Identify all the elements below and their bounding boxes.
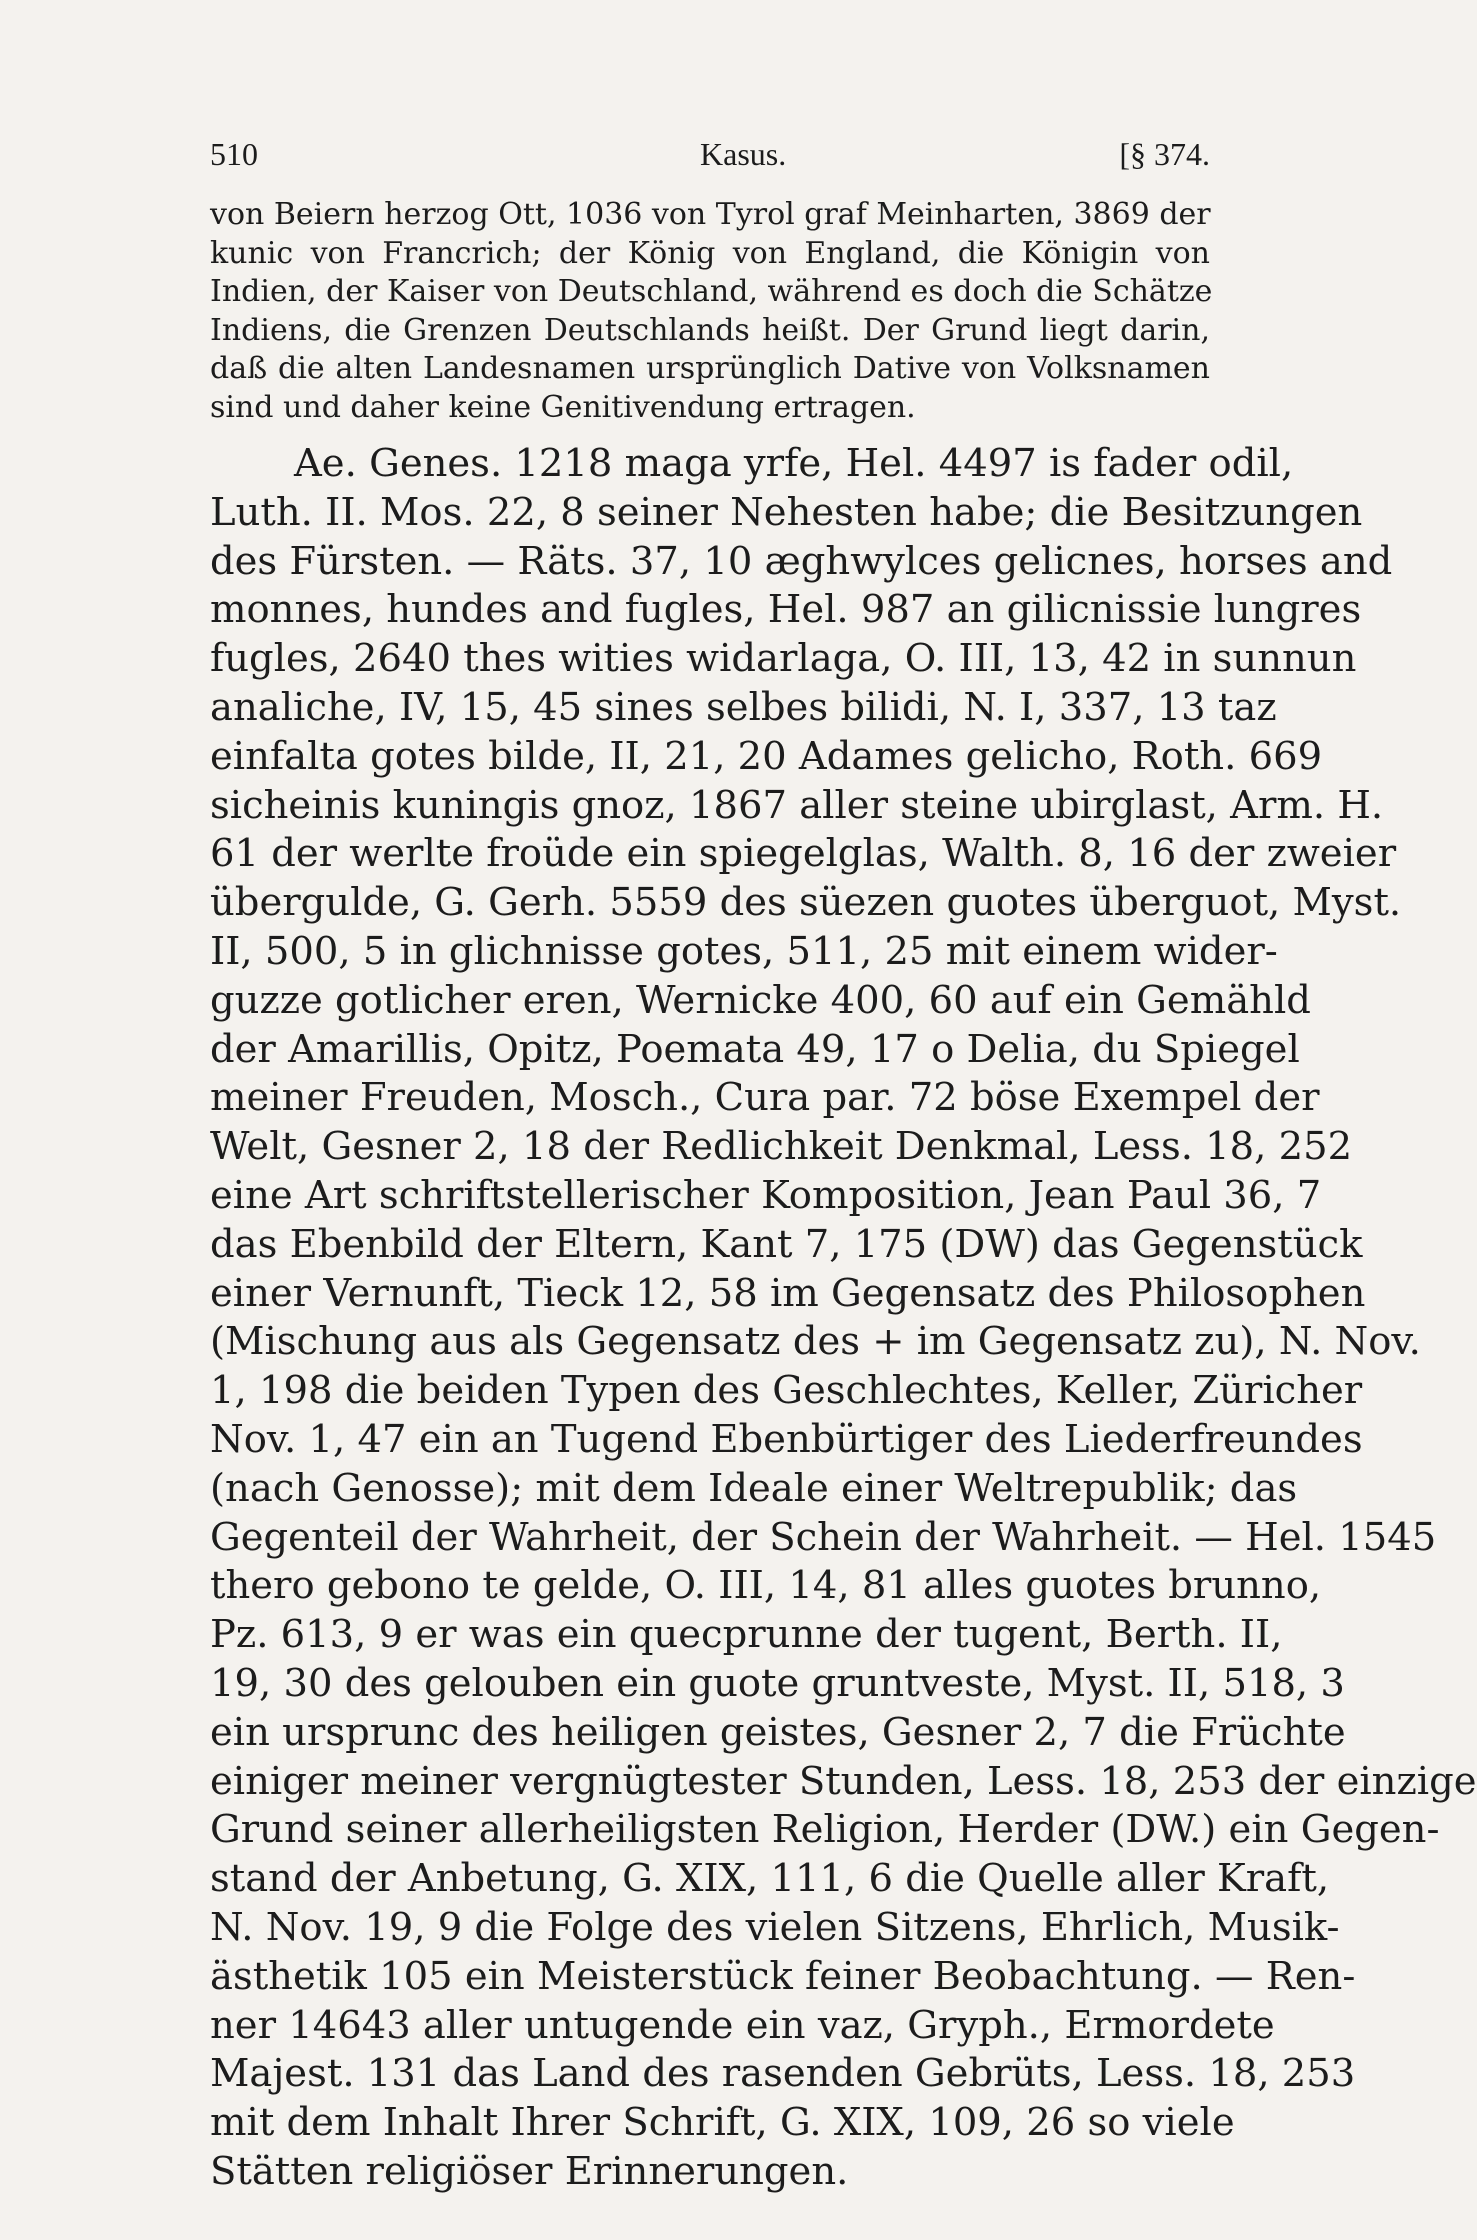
text-line: N. Nov. 19, 9 die Folge des vielen Sitzens, Ehrlich, Musik- [210,1904,1340,1950]
text-line: (nach Genosse); mit dem Ideale einer Weltrepublik; das [210,1465,1298,1511]
text-line: Grund seiner allerheiligsten Religion, Herder (DW.) ein Gegen- [210,1807,1440,1853]
text-line: Majest. 131 das Land des rasenden Gebrüts, Less. 18, 253 [210,2051,1356,2097]
text-line: Nov. 1, 47 ein an Tugend Ebenbürtiger des Liederfreundes [210,1416,1363,1462]
text-line: mit dem Inhalt Ihrer Schrift, G. XIX, 109, 26 so viele [210,2100,1235,2146]
text-line: meiner Freuden, Mosch., Cura par. 72 böse Exempel der [210,1075,1320,1121]
text-line: ein ursprunc des heiligen geistes, Gesner 2, 7 die Früchte [210,1709,1346,1755]
text-line: sind und daher keine Genitivendung ertragen. [210,389,916,425]
text-line: fugles, 2640 thes wities widarlaga, O. III, 13, 42 in sunnun [210,636,1357,682]
text-line: das Ebenbild der Eltern, Kant 7, 175 (DW) das Gegenstück [210,1221,1363,1267]
text-line: Indien, der Kaiser von Deutschland, während es doch die Schätze [210,274,1213,310]
text-line: kunic von Francrich; der König von England, die Königin von [210,235,1210,271]
citation-paragraph [210,440,1477,2197]
text-line: von Beiern herzog Ott, 1036 von Tyrol graf Meinharten, 3869 der [210,197,1211,232]
text-line: einiger meiner vergnügtester Stunden, Less. 18, 253 der einzige [210,1758,1477,1804]
text-line: ner 14643 aller untugende ein vaz, Gryph., Ermordete [210,2002,1275,2048]
text-line: thero gebono te gelde, O. III, 14, 81 alles guotes brunno, [210,1563,1322,1609]
text-line: des Fürsten. — Räts. 37, 10 æghwylces gelicnes, horses and [210,538,1393,584]
text-line: einer Vernunft, Tieck 12, 58 im Gegensatz des Philosophen [210,1270,1366,1316]
text-line: einfalta gotes bilde, II, 21, 20 Adames gelicho, Roth. 669 [210,733,1323,779]
text-line: Welt, Gesner 2, 18 der Redlichkeit Denkmal, Less. 18, 252 [210,1124,1353,1170]
text-line: Indiens, die Grenzen Deutschlands heißt. Der Grund liegt darin, [210,312,1210,348]
text-line: eine Art schriftstellerischer Komposition, Jean Paul 36, 7 [210,1172,1322,1218]
text-line: sicheinis kuningis gnoz, 1867 aller steine ubirglast, Arm. H. [210,782,1384,828]
text-line: 1, 198 die beiden Typen des Geschlechtes, Keller, Züricher [210,1368,1363,1414]
section-reference: [§ 374. [1119,136,1210,172]
text-line: stand der Anbetung, G. XIX, 111, 6 die Quelle aller Kraft, [210,1856,1330,1902]
text-line: übergulde, G. Gerh. 5559 des süezen guotes überguot, Myst. [210,880,1402,926]
text-line: Ae. Genes. 1218 maga yrfe, Hel. 4497 is fader odil, [294,441,1294,486]
text-line: (Mischung aus als Gegensatz des + im Gegensatz zu), N. Nov. [210,1319,1421,1365]
running-title: Kasus. [700,136,787,172]
text-line: analiche, IV, 15, 45 sines selbes bilidi, N. I, 337, 13 taz [210,684,1277,730]
text-line: Stätten religiöser Erinnerungen. [210,2148,849,2194]
text-line: Luth. II. Mos. 22, 8 seiner Nehesten habe; die Besitzungen [210,489,1363,535]
text-line: 19, 30 des gelouben ein guote gruntveste, Myst. II, 518, 3 [210,1660,1345,1706]
text-line: Gegenteil der Wahrheit, der Schein der Wahrheit. — Hel. 1545 [210,1514,1437,1560]
text-line: 61 der werlte froüde ein spiegelglas, Walth. 8, 16 der zweier [210,831,1397,877]
page-header [210,136,1210,186]
text-line: guzze gotlicher eren, Wernicke 400, 60 auf ein Gemähld [210,977,1311,1023]
text-line: der Amarillis, Opitz, Poemata 49, 17 o Delia, du Spiegel [210,1026,1300,1072]
text-line: daß die alten Landesnamen ursprünglich Dative von Volksnamen [210,351,1210,387]
text-line: monnes, hundes and fugles, Hel. 987 an gilicnissie lungres [210,587,1362,633]
text-line: II, 500, 5 in glichnisse gotes, 511, 25 mit einem wider- [210,928,1278,974]
text-line: Pz. 613, 9 er was ein quecprunne der tugent, Berth. II, [210,1612,1283,1658]
introductory-paragraph [210,196,1213,428]
text-line: ästhetik 105 ein Meisterstück feiner Beobachtung. — Ren- [210,1953,1356,1999]
page-number: 510 [210,136,258,172]
